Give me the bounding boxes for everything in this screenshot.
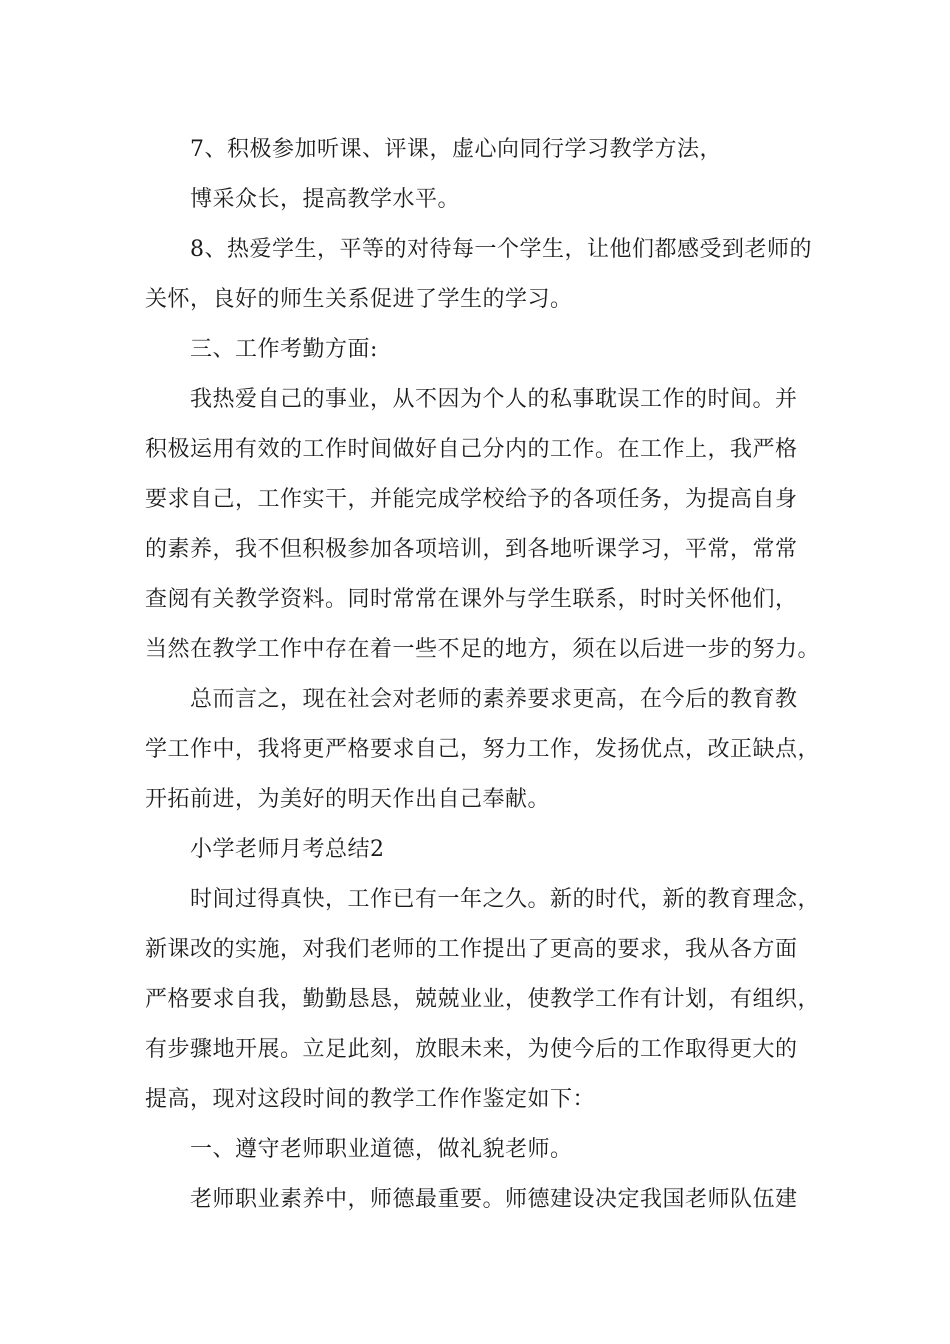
paragraph-line: 要求自己，工作实干，并能完成学校给予的各项任务，为提高自身 bbox=[145, 487, 798, 512]
paragraph-line: 有步骤地开展。立足此刻，放眼未来，为使今后的工作取得更大的 bbox=[145, 1037, 798, 1062]
paragraph-line: 我热爱自己的事业，从不因为个人的私事耽误工作的时间。并 bbox=[190, 387, 798, 412]
section-heading: 三、工作考勤方面: bbox=[190, 337, 378, 362]
paragraph-line: 严格要求自我，勤勤恳恳，兢兢业业，使教学工作有计划，有组织， bbox=[145, 987, 821, 1012]
paragraph-line: 开拓前进，为美好的明天作出自己奉献。 bbox=[145, 787, 551, 812]
paragraph-line: 博采众长，提高教学水平。 bbox=[190, 187, 461, 212]
paragraph-line: 时间过得真快，工作已有一年之久。新的时代，新的教育理念， bbox=[190, 887, 821, 912]
section-title: 小学老师月考总结2 bbox=[190, 837, 385, 862]
paragraph-line: 总而言之，现在社会对老师的素养要求更高，在今后的教育教 bbox=[190, 687, 798, 712]
paragraph-line: 当然在教学工作中存在着一些不足的地方，须在以后进一步的努力。 bbox=[145, 637, 821, 662]
paragraph-line: 提高，现对这段时间的教学工作作鉴定如下： bbox=[145, 1087, 596, 1112]
paragraph-line: 新课改的实施，对我们老师的工作提出了更高的要求，我从各方面 bbox=[145, 937, 798, 962]
paragraph-line: 学工作中，我将更严格要求自己，努力工作，发扬优点，改正缺点， bbox=[145, 737, 821, 762]
section-heading: 一、遵守老师职业道德，做礼貌老师。 bbox=[190, 1137, 573, 1162]
paragraph-line: 积极运用有效的工作时间做好自己分内的工作。在工作上，我严格 bbox=[145, 437, 798, 462]
paragraph-line: 8、热爱学生，平等的对待每一个学生，让他们都感受到老师的 bbox=[190, 237, 812, 262]
paragraph-line: 关怀，良好的师生关系促进了学生的学习。 bbox=[145, 287, 573, 312]
paragraph-line: 老师职业素养中，师德最重要。师德建设决定我国老师队伍建 bbox=[190, 1187, 798, 1212]
paragraph-line: 的素养，我不但积极参加各项培训，到各地听课学习，平常，常常 bbox=[145, 537, 798, 562]
paragraph-line: 7、积极参加听课、评课，虚心向同行学习教学方法， bbox=[190, 137, 722, 162]
paragraph-line: 查阅有关教学资料。同时常常在课外与学生联系，时时关怀他们， bbox=[145, 587, 798, 612]
